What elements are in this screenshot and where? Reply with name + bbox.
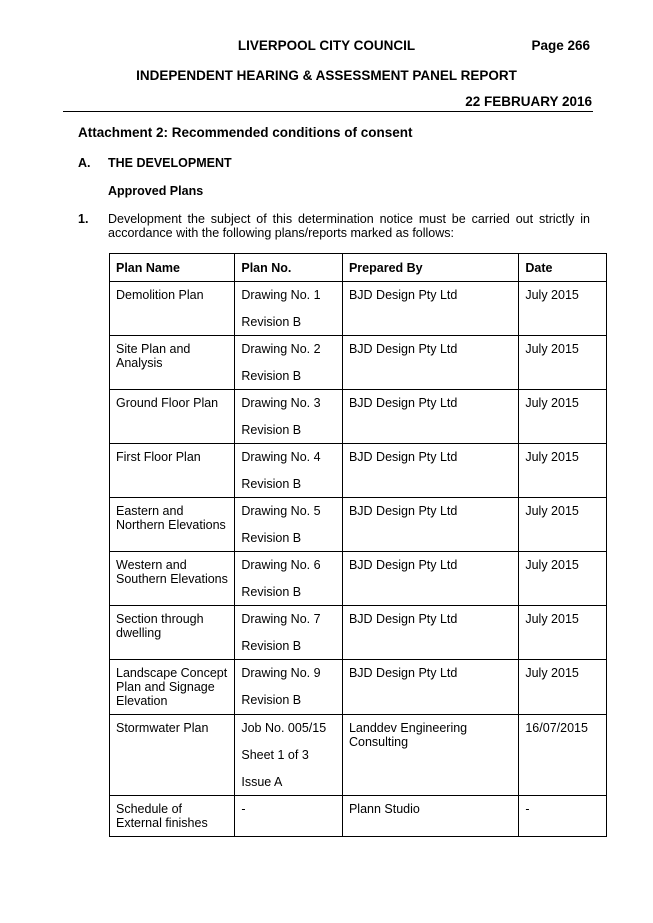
table-row	[110, 606, 607, 660]
council-name: LIVERPOOL CITY COUNCIL	[237, 38, 416, 53]
plan-number-line: Revision B	[241, 315, 302, 329]
plan-number-line: Revision B	[241, 585, 302, 599]
date-cell: July 2015	[519, 606, 607, 660]
plan-number-line: Drawing No. 2	[241, 342, 321, 356]
condition-number: 1.	[78, 212, 89, 226]
plan-number-cell	[235, 660, 343, 715]
plan-name-cell: Stormwater Plan	[110, 715, 235, 796]
column-header-plan-no: Plan No.	[235, 254, 343, 282]
date-cell: July 2015	[519, 282, 607, 336]
plan-number-line: Revision B	[241, 693, 302, 707]
table-header-row	[110, 254, 607, 282]
date-cell: July 2015	[519, 660, 607, 715]
plan-number-line: Sheet 1 of 3	[241, 748, 309, 762]
table-row	[110, 552, 607, 606]
report-date: 22 FEBRUARY 2016	[465, 94, 592, 109]
table-row	[110, 715, 607, 796]
plan-number-line: Revision B	[241, 423, 302, 437]
plan-number-line: Revision B	[241, 531, 302, 545]
plan-name-cell: Demolition Plan	[110, 282, 235, 336]
plan-number-cell	[235, 498, 343, 552]
date-cell: July 2015	[519, 336, 607, 390]
plan-number-line: Job No. 005/15	[241, 721, 327, 735]
plan-name-cell: Eastern and Northern Elevations	[110, 498, 235, 552]
table-row	[110, 660, 607, 715]
plan-number-cell	[235, 715, 343, 796]
prepared-by-cell: BJD Design Pty Ltd	[342, 606, 518, 660]
prepared-by-cell: BJD Design Pty Ltd	[342, 336, 518, 390]
date-cell: July 2015	[519, 444, 607, 498]
plan-name-cell: First Floor Plan	[110, 444, 235, 498]
plan-name-cell: Western and Southern Elevations	[110, 552, 235, 606]
plan-number-line: Drawing No. 6	[241, 558, 321, 572]
prepared-by-cell: BJD Design Pty Ltd	[342, 660, 518, 715]
plan-number-line: Revision B	[241, 477, 302, 491]
plan-number-cell	[235, 336, 343, 390]
subsection-title: Approved Plans	[108, 184, 204, 198]
plan-number-line: Revision B	[241, 639, 302, 653]
approved-plans-table	[109, 253, 607, 837]
plan-number-cell	[235, 606, 343, 660]
table-row	[110, 336, 607, 390]
prepared-by-cell: BJD Design Pty Ltd	[342, 498, 518, 552]
column-header-prepared-by: Prepared By	[342, 254, 518, 282]
prepared-by-cell: BJD Design Pty Ltd	[342, 552, 518, 606]
prepared-by-cell: Landdev Engineering Consulting	[342, 715, 518, 796]
header-rule	[63, 111, 593, 112]
table-body	[110, 282, 607, 837]
prepared-by-cell: BJD Design Pty Ltd	[342, 444, 518, 498]
plan-name-cell: Section through dwelling	[110, 606, 235, 660]
plan-number-line: Revision B	[241, 369, 302, 383]
date-cell: July 2015	[519, 498, 607, 552]
plan-number-line: -	[241, 802, 246, 816]
attachment-title: Attachment 2: Recommended conditions of consent	[78, 125, 413, 140]
plan-name-cell: Landscape Concept Plan and Signage Elevation	[110, 660, 235, 715]
column-header-date: Date	[519, 254, 607, 282]
plan-number-line: Drawing No. 5	[241, 504, 321, 518]
plan-name-cell: Ground Floor Plan	[110, 390, 235, 444]
date-cell: 16/07/2015	[519, 715, 607, 796]
table-row	[110, 796, 607, 837]
date-cell: July 2015	[519, 552, 607, 606]
table-row	[110, 444, 607, 498]
plan-number-line: Drawing No. 1	[241, 288, 321, 302]
plan-name-cell: Site Plan and Analysis	[110, 336, 235, 390]
plan-number-line: Drawing No. 7	[241, 612, 321, 626]
plan-number-cell	[235, 444, 343, 498]
prepared-by-cell: Plann Studio	[342, 796, 518, 837]
page-number: Page 266	[531, 38, 590, 53]
plan-number-line: Drawing No. 4	[241, 450, 321, 464]
section-letter: A.	[78, 156, 91, 170]
column-header-plan-name: Plan Name	[110, 254, 235, 282]
plan-number-line: Issue A	[241, 775, 283, 789]
date-cell: -	[519, 796, 607, 837]
plan-number-cell	[235, 390, 343, 444]
prepared-by-cell: BJD Design Pty Ltd	[342, 390, 518, 444]
section-title: THE DEVELOPMENT	[108, 156, 232, 170]
table-row	[110, 498, 607, 552]
plan-number-line: Drawing No. 9	[241, 666, 321, 680]
date-cell: July 2015	[519, 390, 607, 444]
table-row	[110, 390, 607, 444]
prepared-by-cell: BJD Design Pty Ltd	[342, 282, 518, 336]
plan-number-cell	[235, 796, 343, 837]
plan-number-line: Drawing No. 3	[241, 396, 321, 410]
plan-name-cell: Schedule of External finishes	[110, 796, 235, 837]
plan-number-cell	[235, 552, 343, 606]
condition-text: Development the subject of this determination notice must be carried out strictly in accordance with the following plans/reports marked as follows:	[108, 212, 590, 240]
report-title: INDEPENDENT HEARING & ASSESSMENT PANEL REPORT	[136, 68, 517, 83]
table-row	[110, 282, 607, 336]
plan-number-cell	[235, 282, 343, 336]
